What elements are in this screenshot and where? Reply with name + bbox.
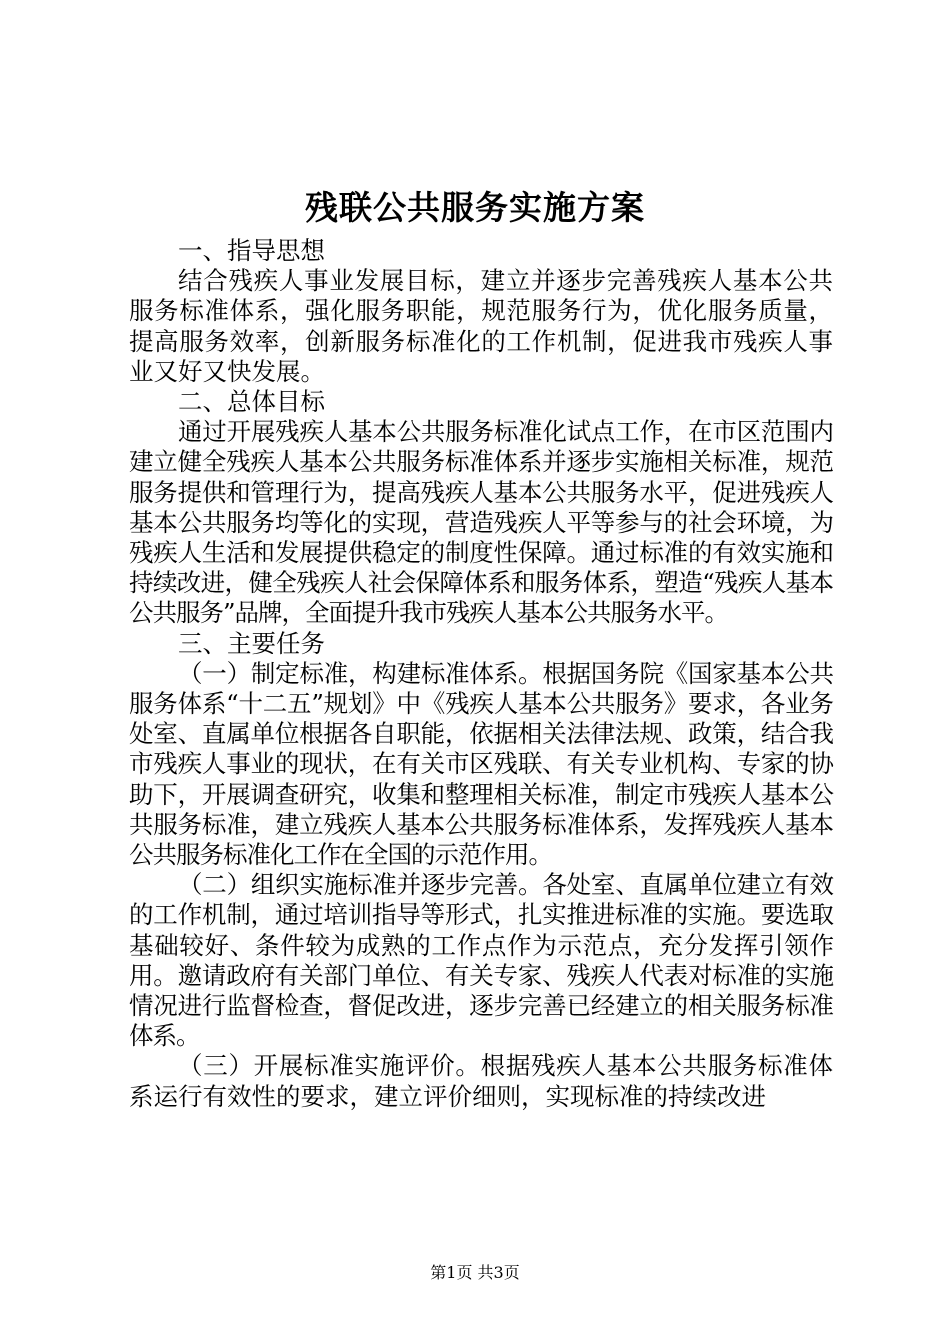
paragraph-overall-goals: 通过开展残疾人基本公共服务标准化试点工作，在市区范围内建立健全残疾人基本公共服务标准体系并逐步实施相关标准，规范服务提供和管理行为，提高残疾人基本公共服务水平，促进残疾人基本公共服务均等化的实现，营造残疾人平等参与的社会环境，为残疾人生活和发展提供稳定的制度性保障。通过标准的有效实施和持续改进，健全残疾人社会保障体系和服务体系，塑造“残疾人基本公共服务”品牌，全面提升我市残疾人基本公共服务水平。 bbox=[129, 417, 833, 628]
section-heading-overall-goals: 二、总体目标 bbox=[178, 387, 325, 417]
paragraph-task-1: （一）制定标准，构建标准体系。根据国务院《国家基本公共服务体系“十二五”规划》中《残疾人基本公共服务》要求，各业务处室、直属单位根据各自职能，依据相关法律法规、政策，结合我市残疾人事业的现状，在有关市区残联、有关专业机构、专家的协助下，开展调查研究，收集和整理相关标准，制定市残疾人基本公共服务标准，建立残疾人基本公共服务标准体系，发挥残疾人基本公共服务标准化工作在全国的示范作用。 bbox=[129, 658, 833, 870]
section-heading-guiding-ideology: 一、指导思想 bbox=[178, 236, 325, 265]
paragraph-task-3: （三）开展标准实施评价。根据残疾人基本公共服务标准体系运行有效性的要求，建立评价细则，实现标准的持续改进 bbox=[129, 1051, 833, 1111]
page-footer: 第1页 共3页 bbox=[430, 1263, 520, 1282]
document-body bbox=[129, 236, 833, 1112]
paragraph-guiding-ideology: 结合残疾人事业发展目标，建立并逐步完善残疾人基本公共服务标准体系，强化服务职能，规范服务行为，优化服务质量，提高服务效率，创新服务标准化的工作机制，促进我市残疾人事业又好又快发展。 bbox=[129, 266, 833, 386]
paragraph-task-2: （二）组织实施标准并逐步完善。各处室、直属单位建立有效的工作机制，通过培训指导等形式，扎实推进标准的实施。要选取基础较好、条件较为成熟的工作点作为示范点，充分发挥引领作用。邀请政府有关部门单位、有关专家、残疾人代表对标准的实施情况进行监督检查，督促改进，逐步完善已经建立的相关服务标准体系。 bbox=[129, 870, 833, 1051]
section-heading-main-tasks: 三、主要任务 bbox=[178, 628, 325, 658]
document-title: 残联公共服务实施方案 bbox=[305, 188, 645, 227]
